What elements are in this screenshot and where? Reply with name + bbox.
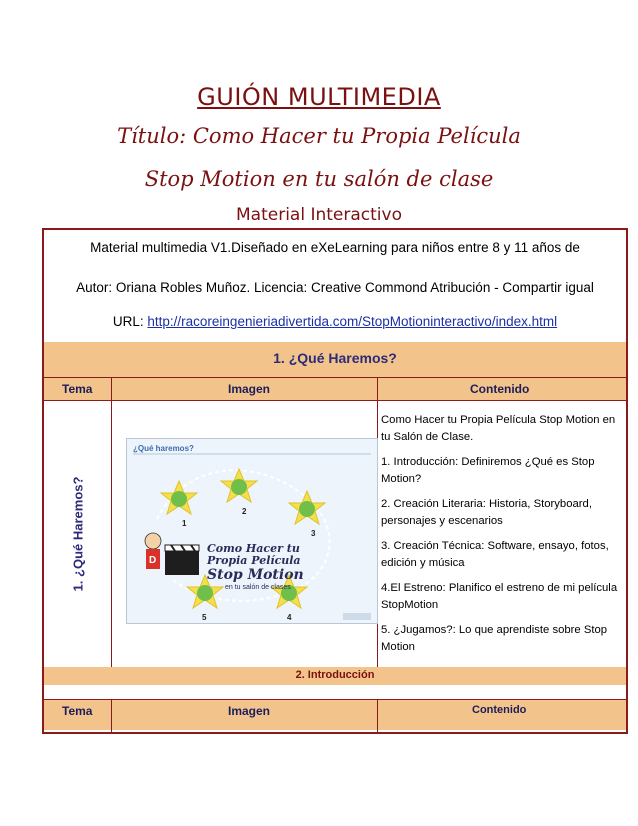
section-1-theme-vertical: 1. ¿Qué Haremos? xyxy=(70,476,86,591)
column-divider xyxy=(377,700,378,732)
col-contenido: Contenido xyxy=(472,704,527,716)
url-link[interactable]: http://racoreingenieriadivertida.com/StopMotioninteractivo/index.html xyxy=(147,314,558,329)
section-1-header-row xyxy=(44,378,626,400)
svg-text:D: D xyxy=(149,555,157,566)
script-table xyxy=(42,228,628,734)
meta-author-license: Autor: Oriana Robles Muñoz. Licencia: Creative Commond Atribución - Compartir igual xyxy=(76,280,594,295)
section-2-header-row xyxy=(44,700,626,730)
section-1-title: 1. ¿Qué Haremos? xyxy=(273,350,397,366)
svg-text:1: 1 xyxy=(182,519,187,528)
section-2-band xyxy=(44,667,626,685)
url-label: URL: xyxy=(112,314,148,329)
svg-text:5: 5 xyxy=(202,613,207,622)
stop-motion-illustration xyxy=(127,439,377,623)
section-1-theme-cell xyxy=(44,401,112,666)
image-header: ¿Qué haremos? xyxy=(133,444,194,453)
svg-text:4: 4 xyxy=(287,613,292,622)
svg-text:en tu salón de clases: en tu salón de clases xyxy=(225,584,291,591)
meta-url-line xyxy=(44,314,626,329)
col-imagen: Imagen xyxy=(228,382,271,396)
col-tema: Tema xyxy=(62,382,93,396)
section-1-content xyxy=(381,412,621,664)
section-1-band xyxy=(44,342,626,377)
svg-text:Stop Motion: Stop Motion xyxy=(207,567,304,583)
svg-text:Propia Película: Propia Película xyxy=(207,554,301,567)
content-item: 5. ¿Jugamos?: Lo que aprendiste sobre Stop Motion xyxy=(381,624,608,653)
kid-figure-icon xyxy=(145,533,161,569)
content-item: Como Hacer tu Propia Película Stop Motion en tu Salón de Clase. xyxy=(381,414,616,443)
document-title-line-2: Stop Motion en tu salón de clase xyxy=(144,167,494,191)
content-item: 2. Creación Literaria: Historia, Storyboard, personajes y escenarios xyxy=(381,498,592,527)
column-divider xyxy=(111,700,112,732)
svg-text:3: 3 xyxy=(311,529,316,538)
content-item: 3. Creación Técnica: Software, ensayo, fotos, edición y música xyxy=(381,540,609,569)
col-tema: Tema xyxy=(62,704,93,718)
meta-description: Material multimedia V1.Diseñado en eXeLearning para niños entre 8 y 11 años de xyxy=(90,240,580,255)
content-item: 4.El Estreno: Planifico el estreno de mi película StopMotion xyxy=(381,582,618,611)
col-imagen: Imagen xyxy=(228,704,271,718)
svg-text:Como Hacer tu: Como Hacer tu xyxy=(207,542,300,555)
divider xyxy=(44,400,626,401)
document-heading: GUIÓN MULTIMEDIA xyxy=(197,83,441,111)
col-contenido: Contenido xyxy=(470,382,530,396)
section-2-title: 2. Introducción xyxy=(295,669,375,681)
document-subtitle: Material Interactivo xyxy=(236,205,402,225)
svg-text:2: 2 xyxy=(242,507,247,516)
clapperboard-icon xyxy=(165,545,199,575)
content-item: 1. Introducción: Definiremos ¿Qué es Stop Motion? xyxy=(381,456,595,485)
section-1-image xyxy=(126,438,378,624)
document-title-line-1: Título: Como Hacer tu Propia Película xyxy=(117,124,521,148)
